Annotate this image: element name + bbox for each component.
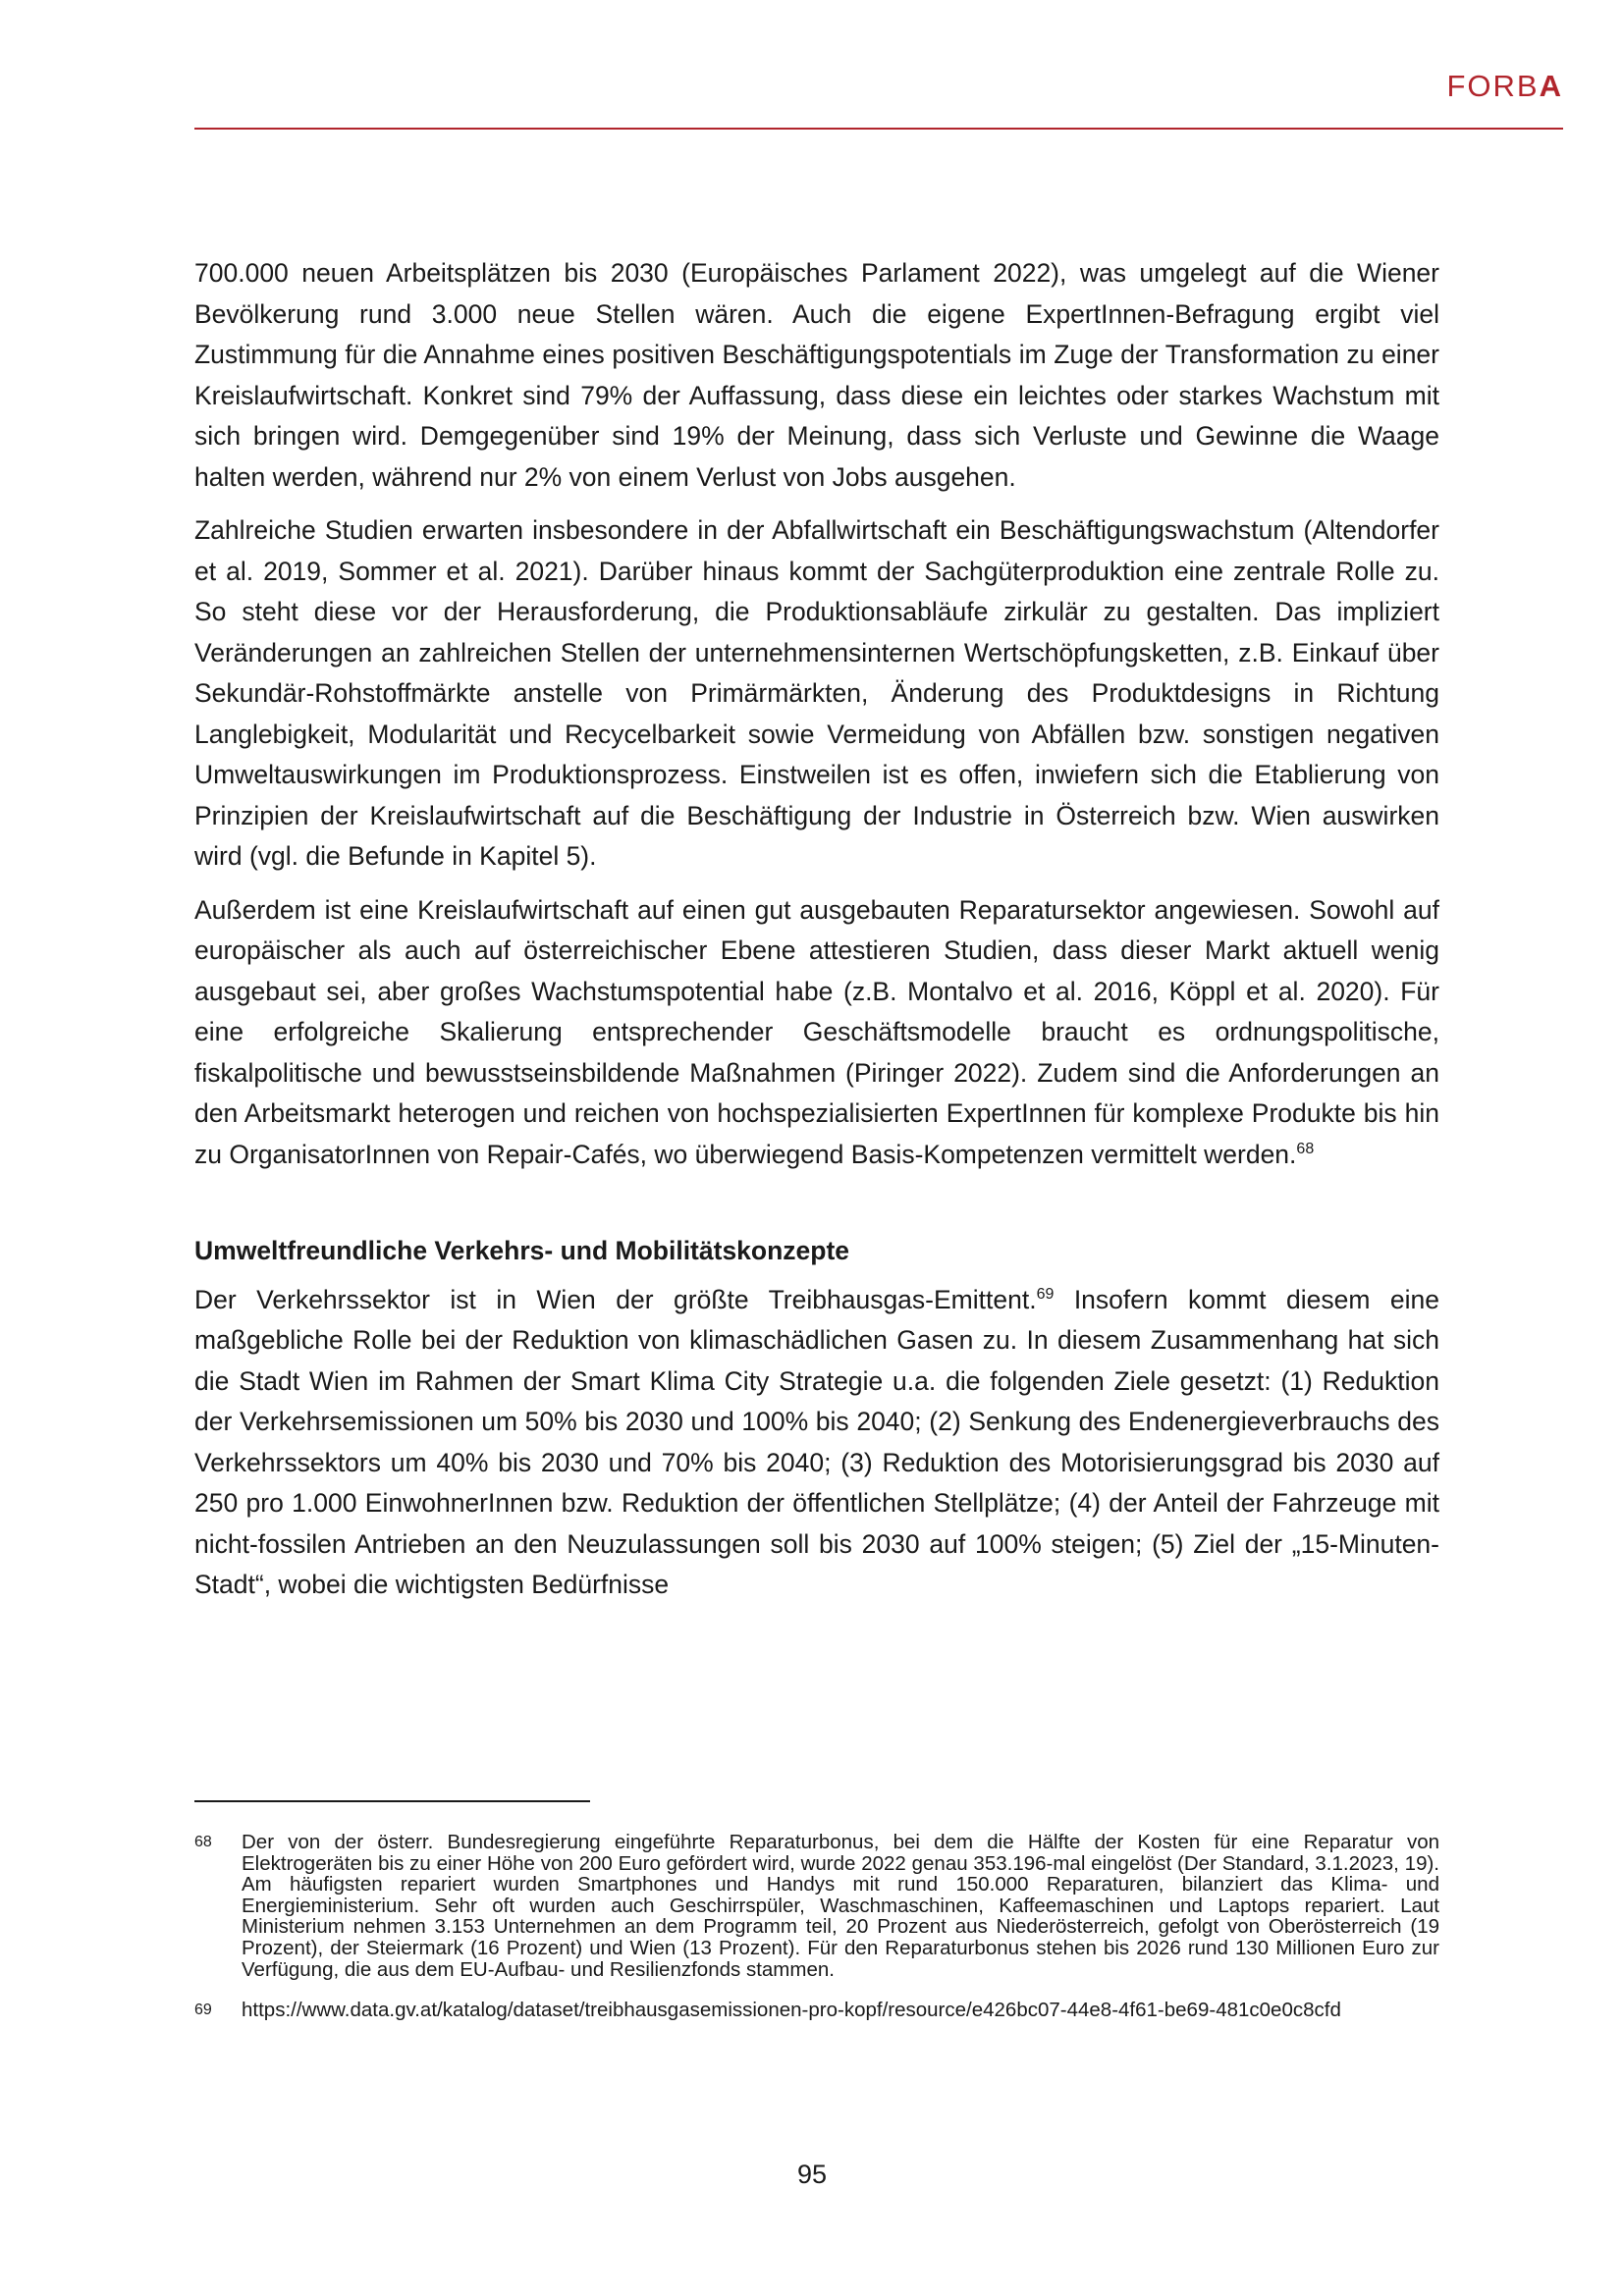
header-rule	[194, 128, 1563, 130]
paragraph: 700.000 neuen Arbeitsplätzen bis 2030 (Europäisches Parlament 2022), was umgelegt auf die Wiener Bevölkerung rund 3.000 neue Stellen wären. Auch die eigene ExpertInnen-Befragung ergibt viel Zustimmung für die Annahme eines positiven Beschäftigungspotentials im Zuge der Transformation zu einer Kreislaufwirtschaft. Konkret sind 79% der Auffassung, dass diese ein leichtes oder starkes Wachstum mit sich bringen wird. Demgegenüber sind 19% der Meinung, dass sich Verluste und Gewinne die Waage halten werden, während nur 2% von einem Verlust von Jobs ausgehen.	[194, 258, 1439, 492]
paragraph-text: Insofern kommt diesem eine maßgebliche Rolle bei der Reduktion von klimaschädlichen Gasen zu. In diesem Zusammenhang hat sich die Stadt Wien im Rahmen der Smart Klima City Strategie u.a. die folgenden Ziele gesetzt: (1) Reduktion der Verkehrsemissionen um 50% bis 2030 und 100% bis 2040; (2) Senkung des Endenergieverbrauchs des Verkehrssektors um 40% bis 2030 und 70% bis 2040; (3) Reduktion des Motorisierungsgrad bis 2030 auf 250 pro 1.000 EinwohnerInnen bzw. Reduktion der öffentlichen Stellplätze; (4) der Anteil der Fahrzeuge mit nicht-fossilen Antrieben an den Neuzulassungen soll bis 2030 auf 100% steigen; (5) Ziel der „15-Minuten-Stadt“, wobei die wichtigsten Bedürfnisse	[194, 1284, 1439, 1599]
footnote-text: Der von der österr. Bundesregierung eingeführte Reparaturbonus, bei dem die Hälfte der Kosten für eine Reparatur von Elektrogeräten bis zu einer Höhe von 200 Euro gefördert wird, wurde 2022 genau 353.196-mal eingelöst (Der Standard, 3.1.2023, 19). Am häufigsten repariert wurden Smartphones und Handys mit rund 150.000 Reparaturen, bilanziert das Klima- und Energieministerium. Sehr oft wurden auch Geschirrspüler, Waschmaschinen, Kaffeemaschinen und Laptops repariert. Laut Ministerium nehmen 3.153 Unternehmen an dem Programm teil, 20 Prozent aus Niederösterreich, gefolgt von Oberösterreich (19 Prozent), der Steiermark (16 Prozent) und Wien (13 Prozent). Für den Reparaturbonus stehen bis 2026 rund 130 Millionen Euro zur Verfügung, die aus dem EU-Aufbau- und Resilienzfonds stammen.	[242, 1831, 1439, 1981]
paragraph-text: Außerdem ist eine Kreislaufwirtschaft auf einen gut ausgebauten Reparatursektor angewiesen. Sowohl auf europäischer als auch auf österreichischer Ebene attestieren Studien, dass dieser Markt aktuell wenig ausgebaut sei, aber großes Wachstumspotential habe (z.B. Montalvo et al. 2016, Köppl et al. 2020). Für eine erfolgreiche Skalierung entsprechender Geschäftsmodelle braucht es ordnungspolitische, fiskalpolitische und bewusstseinsbildende Maßnahmen (Piringer 2022). Zudem sind die Anforderungen an den Arbeitsmarkt heterogen und reichen von hochspezialisierten ExpertInnen für komplexe Produkte bis hin zu OrganisatorInnen von Repair-Cafés, wo überwiegend Basis-Kompetenzen vermittelt werden.	[194, 894, 1439, 1169]
paragraph	[194, 890, 1439, 1176]
logo-text: FORB	[1446, 69, 1540, 103]
page-number: 95	[796, 2160, 828, 2189]
section-heading: Umweltfreundliche Verkehrs- und Mobilitätskonzepte	[194, 1236, 850, 1265]
main-content	[194, 253, 1439, 1619]
footnote-number: 68	[194, 1834, 212, 1850]
footnote	[194, 2000, 1439, 2021]
forba-logo	[1446, 71, 1563, 101]
paragraph	[194, 1280, 1439, 1606]
footnote-separator	[194, 1800, 590, 1802]
footnote-ref[interactable]: 69	[1036, 1285, 1055, 1303]
paragraph: Zahlreiche Studien erwarten insbesondere in der Abfallwirtschaft ein Beschäftigungswachstum (Altendorfer et al. 2019, Sommer et al. 2021). Darüber hinaus kommt der Sachgüterproduktion eine zentrale Rolle zu. So steht diese vor der Herausforderung, die Produktionsabläufe zirkulär zu gestalten. Das impliziert Veränderungen an zahlreichen Stellen der unternehmensinternen Wertschöpfungsketten, z.B. Einkauf über Sekundär-Rohstoffmärkte anstelle von Primärmärkten, Änderung des Produktdesigns in Richtung Langlebigkeit, Modularität und Recycelbarkeit sowie Vermeidung von Abfällen bzw. sonstigen negativen Umweltauswirkungen im Produktionsprozess. Einstweilen ist es offen, inwiefern sich die Etablierung von Prinzipien der Kreislaufwirtschaft auf die Beschäftigung der Industrie in Österreich bzw. Wien auswirken wird (vgl. die Befunde in Kapitel 5).	[194, 515, 1439, 871]
footnote-ref[interactable]: 68	[1296, 1140, 1315, 1157]
footnote	[194, 1832, 1439, 1980]
paragraph-text: Der Verkehrssektor ist in Wien der größte Treibhausgas-Emittent.	[194, 1284, 1037, 1314]
footnote-number: 69	[194, 2002, 212, 2019]
footnote-link[interactable]: https://www.data.gv.at/katalog/dataset/treibhausgasemissionen-pro-kopf/resource/e426bc07-44e8-4f61-be69-481c0e0c8cfd	[242, 1999, 1341, 2022]
footnotes	[194, 1832, 1439, 2041]
logo-text-bold: A	[1539, 69, 1563, 103]
